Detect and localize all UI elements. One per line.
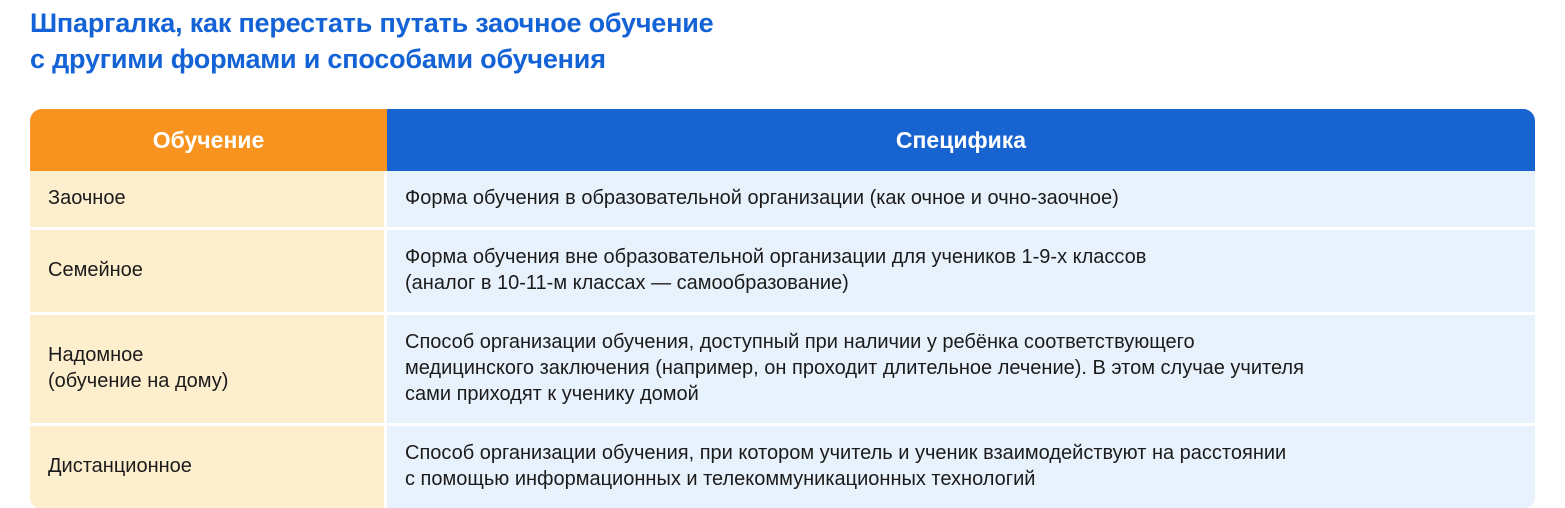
- cell-specifics: [387, 230, 1535, 315]
- cell-specifics-line: Способ организации обучения, доступный при наличии у ребёнка соответствующего: [405, 331, 1195, 353]
- page-title: [30, 6, 1130, 77]
- cell-type-line: Заочное: [48, 187, 126, 209]
- cell-type-line: (обучение на дому): [48, 370, 229, 392]
- column-header-specifics: Специфика: [387, 109, 1535, 171]
- cell-specifics-line: сами приходят к ученику домой: [405, 383, 699, 405]
- cell-type-line: Дистанционное: [48, 455, 192, 477]
- cell-specifics-line: медицинского заключения (например, он проходит длительное лечение). В этом случае учителя: [405, 357, 1304, 379]
- cell-type-line: Надомное: [48, 344, 144, 366]
- page-title-line-1: Шпаргалка, как перестать путать заочное обучение: [30, 8, 714, 38]
- page-title-line-2: с другими формами и способами обучения: [30, 43, 606, 74]
- table-row: [30, 426, 1535, 508]
- cell-type: [30, 426, 387, 508]
- cell-specifics-line: с помощью информационных и телекоммуникационных технологий: [405, 468, 1036, 490]
- cell-specifics-line: Способ организации обучения, при котором учитель и ученик взаимодействуют на расстоянии: [405, 442, 1287, 464]
- cell-specifics-line: Форма обучения вне образовательной организации для учеников 1-9-х классов: [405, 246, 1147, 268]
- cheatsheet-table-wrapper: [30, 109, 1535, 508]
- cell-specifics: [387, 171, 1535, 230]
- cell-specifics-line: Форма обучения в образовательной организации (как очное и очно-заочное): [405, 187, 1119, 209]
- cell-specifics-line: (аналог в 10-11-м классах — самообразование): [405, 272, 849, 294]
- table-body: [30, 171, 1535, 508]
- cell-specifics: [387, 426, 1535, 508]
- cell-type: [30, 230, 387, 315]
- cell-type: [30, 315, 387, 426]
- table-row: [30, 230, 1535, 315]
- table-header-row: [30, 109, 1535, 171]
- table-row: [30, 315, 1535, 426]
- cell-specifics: [387, 315, 1535, 426]
- column-header-type: Обучение: [30, 109, 387, 171]
- table-row: [30, 171, 1535, 230]
- cell-type-line: Семейное: [48, 259, 143, 281]
- cell-type: [30, 171, 387, 230]
- cheatsheet-table: [30, 109, 1535, 508]
- table-header: [30, 109, 1535, 171]
